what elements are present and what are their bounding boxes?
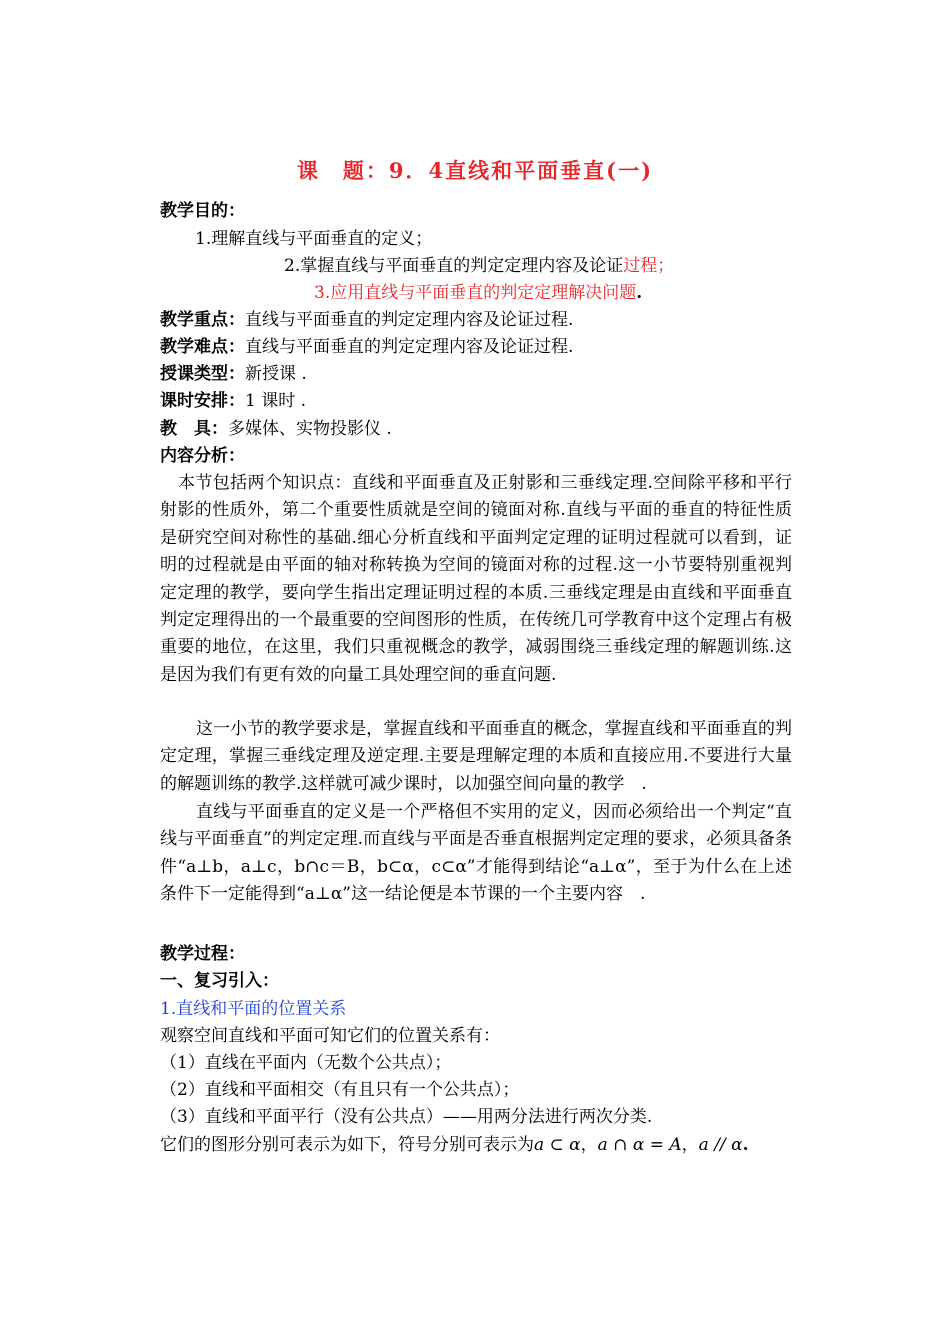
observation-intro: 观察空间直线和平面可知它们的位置关系有： [160, 1026, 500, 1046]
objective-3 [314, 280, 642, 306]
analysis-paragraph-2: 这一小节的教学要求是，掌握直线和平面垂直的概念，掌握直线和平面垂直的判定定理，掌握三垂线定理及逆定理.主要是理解定理的本质和直接应用.不要进行大量的解题训练的教学.这样就可减少课时，以加强空间向量的教学 . [160, 719, 792, 794]
lesson-type-value: 新授课 . [245, 364, 307, 384]
analysis-heading: 内容分析： [160, 446, 245, 466]
objective-2-highlight: 过程； [623, 256, 675, 276]
objectives-heading: 教学目的： [160, 201, 245, 221]
teaching-tools [160, 416, 392, 442]
key-points-value: 直线与平面垂直的判定定理内容及论证过程. [245, 310, 574, 330]
difficulties [160, 334, 573, 360]
time-arrangement [160, 388, 306, 414]
case-2: （2）直线和平面相交（有且只有一个公共点）； [160, 1080, 520, 1100]
symbol-parallel: a // α [698, 1135, 743, 1155]
section-review-intro: 一、复习引入： [160, 971, 279, 991]
subsection-positional-relations: 1.直线和平面的位置关系 [160, 999, 347, 1019]
lesson-title: 课 题：9．4直线和平面垂直(一) [296, 158, 654, 183]
separator-2: ， [681, 1135, 699, 1155]
lesson-type-label: 授课类型： [160, 364, 245, 384]
tools-value: 多媒体、实物投影仪 . [228, 419, 392, 439]
objective-3-end: . [636, 283, 643, 303]
objective-2-text: 2.掌握直线与平面垂直的判定定理内容及论证 [284, 256, 624, 276]
process-heading: 教学过程： [160, 944, 245, 964]
symbol-subset: a ⊂ α [534, 1135, 581, 1155]
separator-1: ， [580, 1135, 598, 1155]
time-label: 课时安排： [160, 391, 245, 411]
symbol-notation-line [160, 1132, 748, 1158]
case-3: （3）直线和平面平行（没有公共点）——用两分法进行两次分类. [160, 1107, 653, 1127]
notation-end: . [742, 1135, 749, 1155]
difficulties-label: 教学难点： [160, 337, 245, 357]
case-1: （1）直线在平面内（无数个公共点）； [160, 1053, 452, 1073]
analysis-paragraph-1: 本节包括两个知识点：直线和平面垂直及正射影和三垂线定理.空间除平移和平行射影的性质外，第二个重要性质就是空间的镜面对称.直线与平面的垂直的特征性质是研究空间对称性的基础.细心分析直线和平面判定定理的证明过程就可以看到，证明的过程就是由平面的轴对称转换为空间的镜面对称的过程.这一小节要特别重视判定定理的教学，要向学生指出定理证明过程的本质.三垂线定理是由直线和平面垂直判定定理得出的一个最重要的空间图形的性质，在传统几可学教育中这个定理占有极重要的地位，在这里，我们只重视概念的教学，减弱围绕三垂线定理的解题训练.这是因为我们有更有效的向量工具处理空间的垂直问题. [160, 473, 792, 685]
key-points-label: 教学重点： [160, 310, 245, 330]
analysis-paragraph-3: 直线与平面垂直的定义是一个严格但不实用的定义，因而必须给出一个判定“直线与平面垂直”的判定定理.而直线与平面是否垂直根据判定定理的要求，必须具备条件“a⊥b，a⊥c，b∩c＝B，b⊂α，c⊂α”才能得到结论“a⊥α”，至于为什么在上述条件下一定能得到“a⊥α”这一结论便是本节课的一个主要内容 . [160, 802, 792, 905]
objective-1: 1.理解直线与平面垂直的定义； [195, 229, 433, 249]
objective-2 [284, 253, 674, 279]
objective-3-highlight: 3.应用直线与平面垂直的判定定理解决问题 [314, 283, 637, 303]
key-points [160, 307, 573, 333]
lesson-type [160, 361, 307, 387]
symbol-intersect: a ∩ α = A [597, 1135, 682, 1155]
time-value: 1 课时 . [245, 391, 307, 411]
notation-text: 它们的图形分别可表示为如下，符号分别可表示为 [160, 1135, 534, 1155]
difficulties-value: 直线与平面垂直的判定定理内容及论证过程. [245, 337, 574, 357]
tools-label: 教 具： [160, 419, 228, 439]
